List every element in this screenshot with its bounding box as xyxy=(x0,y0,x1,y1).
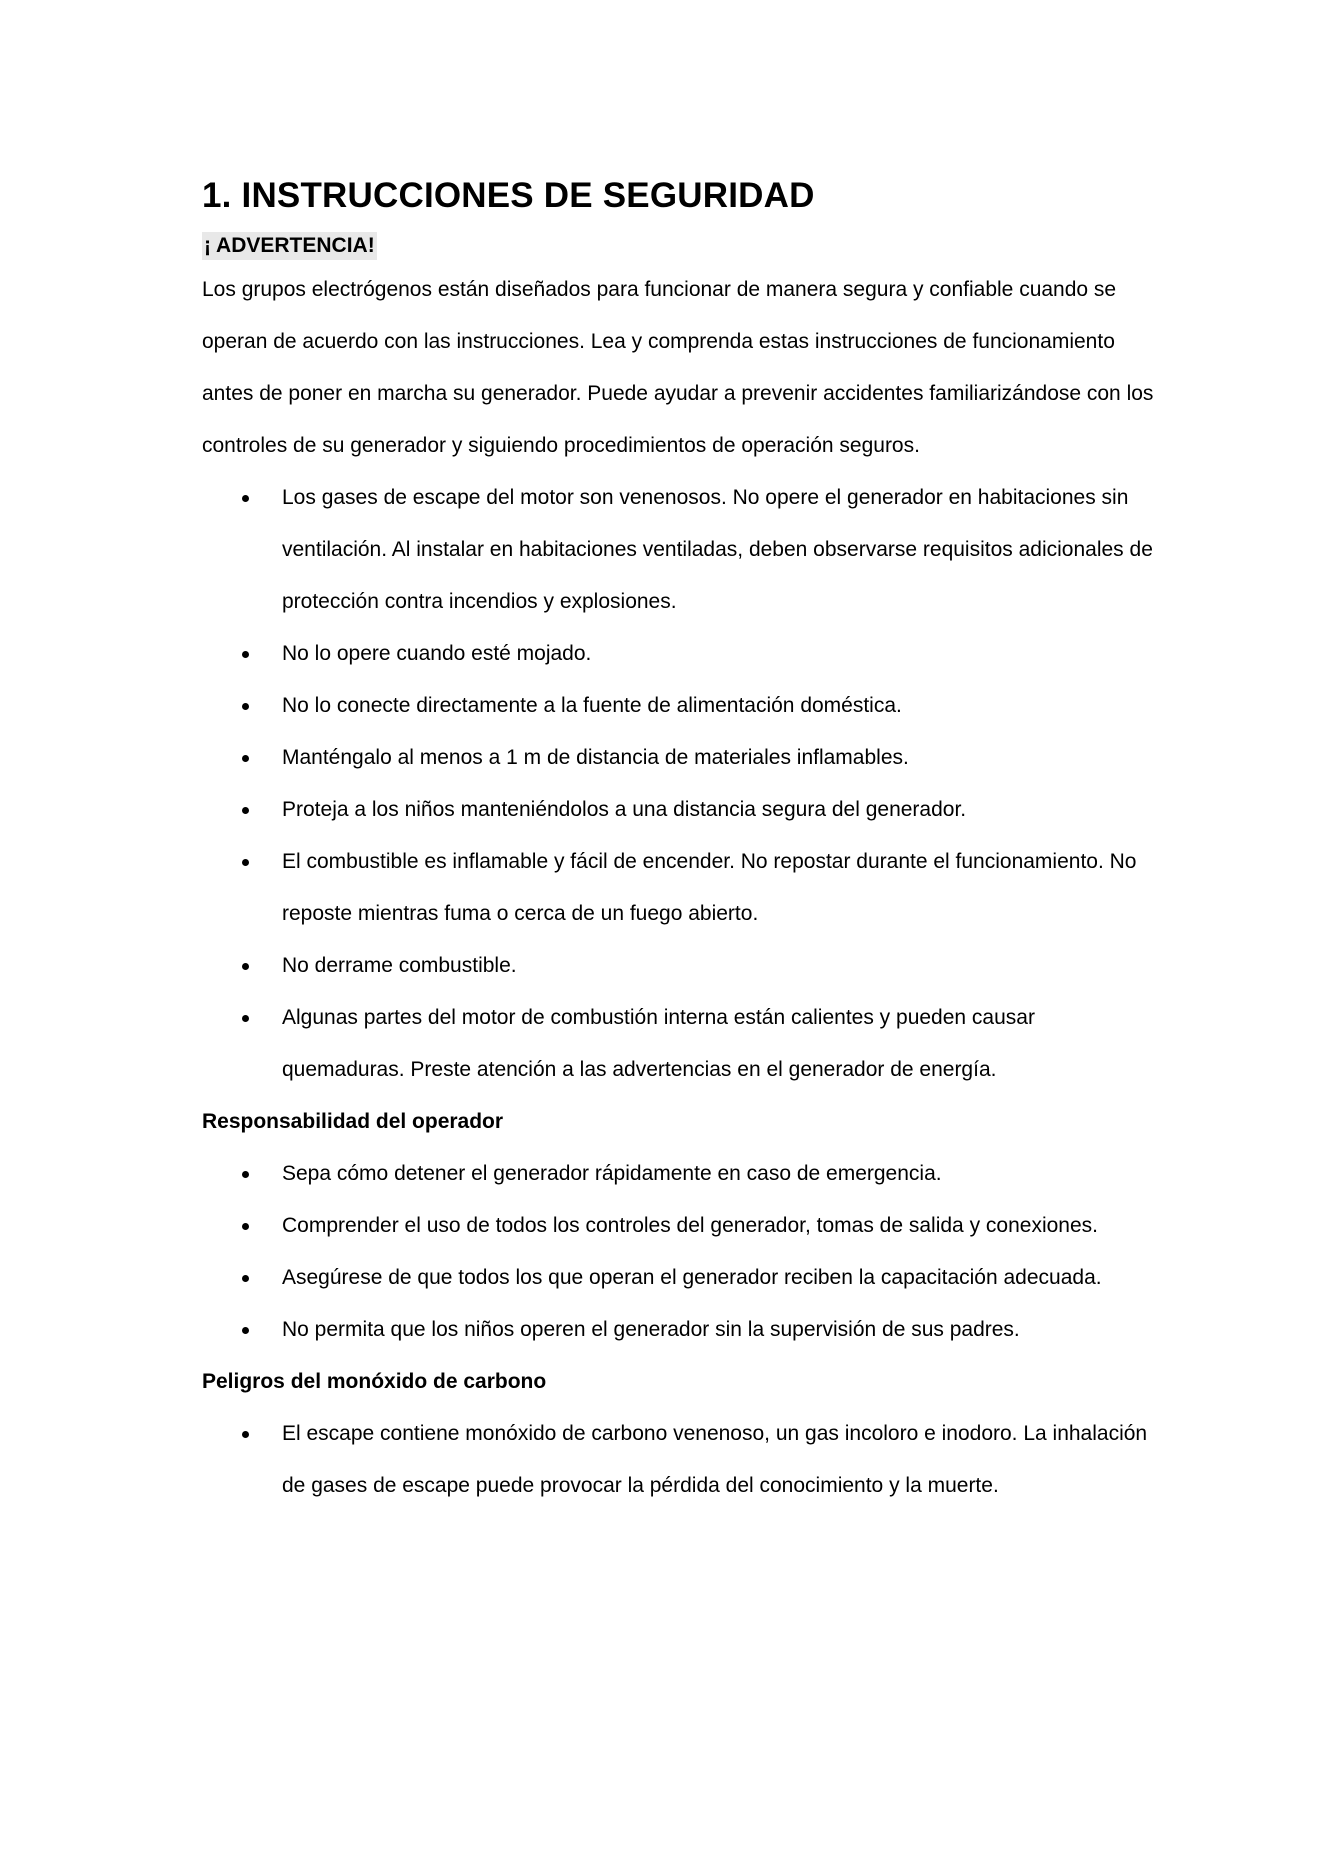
list-item-text: Manténgalo al menos a 1 m de distancia de materiales inflamables. xyxy=(282,746,909,769)
list-item-text: Asegúrese de que todos los que operan el generador reciben la capacitación adecuada. xyxy=(282,1266,1102,1289)
list-item xyxy=(202,992,1162,1096)
list-item xyxy=(202,1200,1162,1252)
safety-list xyxy=(202,472,1162,1096)
list-item xyxy=(202,1304,1162,1356)
list-item xyxy=(202,1408,1162,1512)
carbon-monoxide-heading: Peligros del monóxido de carbono xyxy=(202,1370,547,1393)
bullet-icon xyxy=(242,651,249,658)
list-item xyxy=(202,1148,1162,1200)
bullet-icon xyxy=(242,1431,249,1438)
bullet-icon xyxy=(242,703,249,710)
warning-label: ¡ ADVERTENCIA! xyxy=(202,232,377,260)
bullet-icon xyxy=(242,495,249,502)
list-item-text: Algunas partes del motor de combustión interna están calientes y pueden causar quemaduras. Preste atención a las advertencias en el generador de energía. xyxy=(282,1006,1035,1081)
bullet-icon xyxy=(242,1015,249,1022)
list-item-text: El combustible es inflamable y fácil de encender. No repostar durante el funcionamiento. No reposte mientras fuma o cerca de un fuego abierto. xyxy=(282,850,1137,925)
section-title: 1. INSTRUCCIONES DE SEGURIDAD xyxy=(202,176,815,215)
bullet-icon xyxy=(242,963,249,970)
bullet-icon xyxy=(242,1327,249,1334)
list-item xyxy=(202,732,1162,784)
intro-paragraph: Los grupos electrógenos están diseñados para funcionar de manera segura y confiable cuando se operan de acuerdo con las instrucciones. Lea y comprenda estas instrucciones de funcionamiento antes de poner en marcha su generador. Puede ayudar a prevenir accidentes familiarizándose con los controles de su generador y siguiendo procedimientos de operación seguros. xyxy=(202,278,1154,457)
bullet-icon xyxy=(242,1171,249,1178)
bullet-icon xyxy=(242,807,249,814)
bullet-icon xyxy=(242,755,249,762)
list-item xyxy=(202,940,1162,992)
list-item-text: No derrame combustible. xyxy=(282,954,517,977)
list-item xyxy=(202,1252,1162,1304)
operator-heading: Responsabilidad del operador xyxy=(202,1110,504,1133)
list-item-text: No lo opere cuando esté mojado. xyxy=(282,642,592,665)
list-item xyxy=(202,784,1162,836)
list-item-text: Sepa cómo detener el generador rápidamente en caso de emergencia. xyxy=(282,1162,942,1185)
list-item xyxy=(202,836,1162,940)
list-item xyxy=(202,680,1162,732)
document-page xyxy=(202,170,1162,1512)
list-item xyxy=(202,472,1162,628)
list-item-text: Los gases de escape del motor son venenosos. No opere el generador en habitaciones sin ventilación. Al instalar en habitaciones ventiladas, deben observarse requisitos adicionales de protección contra incendios y explosiones. xyxy=(282,486,1153,613)
bullet-icon xyxy=(242,1275,249,1282)
list-item-text: Proteja a los niños manteniéndolos a una distancia segura del generador. xyxy=(282,798,967,821)
list-item-text: Comprender el uso de todos los controles del generador, tomas de salida y conexiones. xyxy=(282,1214,1098,1237)
operator-list xyxy=(202,1148,1162,1356)
list-item-text: El escape contiene monóxido de carbono venenoso, un gas incoloro e inodoro. La inhalación de gases de escape puede provocar la pérdida del conocimiento y la muerte. xyxy=(282,1422,1148,1497)
list-item xyxy=(202,628,1162,680)
list-item-text: No permita que los niños operen el generador sin la supervisión de sus padres. xyxy=(282,1318,1020,1341)
carbon-monoxide-list xyxy=(202,1408,1162,1512)
list-item-text: No lo conecte directamente a la fuente de alimentación doméstica. xyxy=(282,694,902,717)
bullet-icon xyxy=(242,1223,249,1230)
bullet-icon xyxy=(242,859,249,866)
